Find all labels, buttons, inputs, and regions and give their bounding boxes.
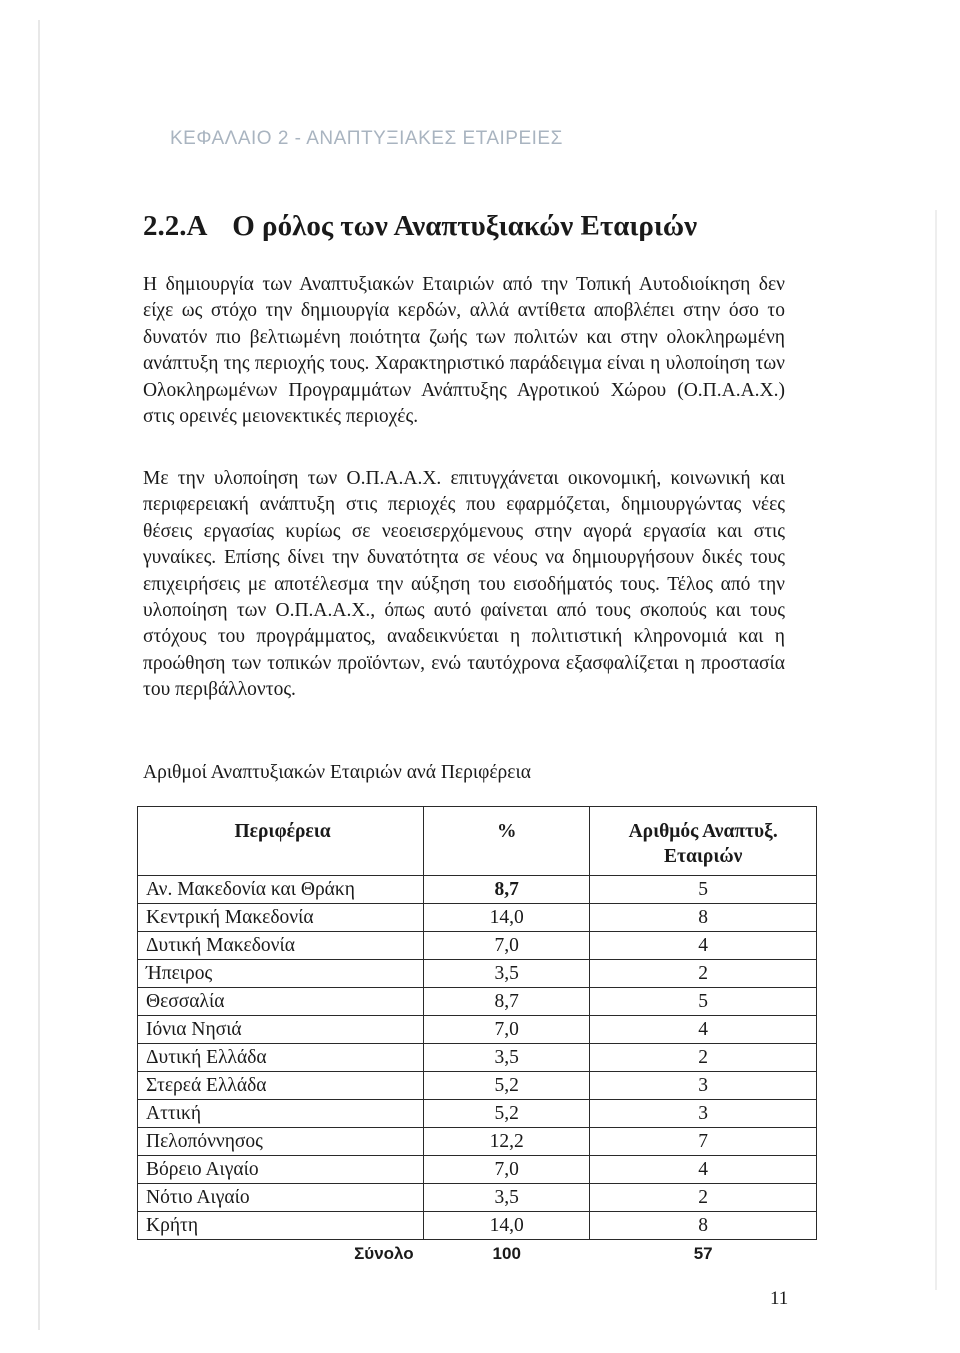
cell-count: 2	[590, 1184, 817, 1212]
cell-percent: 14,0	[424, 1212, 590, 1240]
cell-region: Στερεά Ελλάδα	[138, 1072, 424, 1100]
cell-percent: 14,0	[424, 904, 590, 932]
cell-count: 3	[590, 1100, 817, 1128]
paragraph-opaax: Με την υλοποίηση των Ο.Π.Α.Α.Χ. επιτυγχάνεται οικονομική, κοινωνική και περιφερειακή ανάπτυξη στις περιοχές που εφαρμόζεται, δημιουργώντας νέες θέσεις εργασίας κυρίως σε νεοεισερχόμενους στην αγορά εργασία και στις γυναίκες. Επίσης δίνει την δυνατότητα σε νέους να δημιουργήσουν δικές τους επιχειρήσεις με αποτέλεσμα την αύξηση του εισοδήματός τους. Τέλος από την υλοποίηση των Ο.Π.Α.Α.Χ., όπως αυτό φαίνεται από τους σκοπούς και τους στόχους του προγράμματος, αναδεικνύεται η πολιτιστική κληρονομιά και η προώθηση των τοπικών προϊόντων, ενώ ταυτόχρονα εξασφαλίζεται η προστασία του περιβάλλοντος.	[143, 468, 785, 701]
regions-table	[137, 806, 817, 1267]
section-number: 2.2.Α	[143, 210, 208, 242]
table-row	[138, 1156, 817, 1184]
table-row	[138, 1072, 817, 1100]
cell-count: 5	[590, 988, 817, 1016]
cell-region: Νότιο Αιγαίο	[138, 1184, 424, 1212]
cell-region: Δυτική Ελλάδα	[138, 1044, 424, 1072]
cell-percent: 5,2	[424, 1100, 590, 1128]
cell-region: Κρήτη	[138, 1212, 424, 1240]
cell-count: 5	[590, 876, 817, 904]
cell-count: 8	[590, 1212, 817, 1240]
cell-region: Ήπειρος	[138, 960, 424, 988]
cell-percent: 8,7	[424, 876, 590, 904]
cell-region: Κεντρική Μακεδονία	[138, 904, 424, 932]
header-region: Περιφέρεια	[138, 807, 424, 876]
chapter-header: ΚΕΦΑΛΑΙΟ 2 - ΑΝΑΠΤΥΞΙΑΚΕΣ ΕΤΑΙΡΕΙΕΣ	[170, 128, 563, 149]
cell-percent: 8,7	[424, 988, 590, 1016]
table-row	[138, 1044, 817, 1072]
cell-percent: 3,5	[424, 960, 590, 988]
table-row	[138, 988, 817, 1016]
header-count: Αριθμός Αναπτυξ. Εταιριών	[590, 807, 817, 876]
table-total-row	[138, 1240, 817, 1268]
page-number: 11	[770, 1288, 789, 1309]
cell-percent: 7,0	[424, 1016, 590, 1044]
table-row	[138, 960, 817, 988]
cell-percent: 3,5	[424, 1044, 590, 1072]
cell-count: 2	[590, 1044, 817, 1072]
table-row	[138, 932, 817, 960]
cell-percent: 3,5	[424, 1184, 590, 1212]
table-caption: Αριθμοί Αναπτυξιακών Εταιριών ανά Περιφέρεια	[143, 762, 531, 783]
page-right-edge	[935, 210, 937, 1290]
table-body	[138, 876, 817, 1268]
table-header-row	[138, 807, 817, 876]
table-row	[138, 904, 817, 932]
total-count: 57	[693, 1244, 713, 1263]
cell-region: Δυτική Μακεδονία	[138, 932, 424, 960]
cell-count: 3	[590, 1072, 817, 1100]
paragraph-intro: Η δημιουργία των Αναπτυξιακών Εταιριών από την Τοπική Αυτοδιοίκηση δεν είχε ως στόχο την δημιουργία κερδών, αλλά αντίθετα αποβλέπει στην όσο το δυνατόν πιο βελτιωμένη ποιότητα ζωής των πολιτών και στην ολοκληρωμένη ανάπτυξη της περιοχής τους. Χαρακτηριστικό παράδειγμα είναι η υλοποίηση των Ολοκληρωμένων Προγραμμάτων Ανάπτυξης Αγροτικού Χώρου (Ο.Π.Α.Α.Χ.) στις ορεινές μειονεκτικές περιοχές.	[143, 274, 785, 428]
cell-percent: 7,0	[424, 1156, 590, 1184]
cell-region: Ιόνια Νησιά	[138, 1016, 424, 1044]
section-heading: Ο ρόλος των Αναπτυξιακών Εταιριών	[232, 210, 698, 242]
cell-count: 4	[590, 1016, 817, 1044]
cell-region: Αν. Μακεδονία και Θράκη	[138, 876, 424, 904]
total-percent: 100	[492, 1244, 521, 1263]
cell-percent: 12,2	[424, 1128, 590, 1156]
cell-region: Πελοπόννησος	[138, 1128, 424, 1156]
cell-region: Αττική	[138, 1100, 424, 1128]
cell-percent: 5,2	[424, 1072, 590, 1100]
cell-percent: 7,0	[424, 932, 590, 960]
table-row	[138, 1128, 817, 1156]
page-binding-edge	[38, 20, 40, 1330]
header-percent: %	[424, 807, 590, 876]
table-row	[138, 876, 817, 904]
table-row	[138, 1016, 817, 1044]
cell-count: 4	[590, 1156, 817, 1184]
table-row	[138, 1212, 817, 1240]
cell-count: 2	[590, 960, 817, 988]
table-row	[138, 1184, 817, 1212]
cell-region: Βόρειο Αιγαίο	[138, 1156, 424, 1184]
cell-count: 7	[590, 1128, 817, 1156]
cell-count: 8	[590, 904, 817, 932]
cell-count: 4	[590, 932, 817, 960]
table-row	[138, 1100, 817, 1128]
cell-region: Θεσσαλία	[138, 988, 424, 1016]
total-label: Σύνολο	[354, 1244, 414, 1263]
section-title	[143, 210, 697, 243]
